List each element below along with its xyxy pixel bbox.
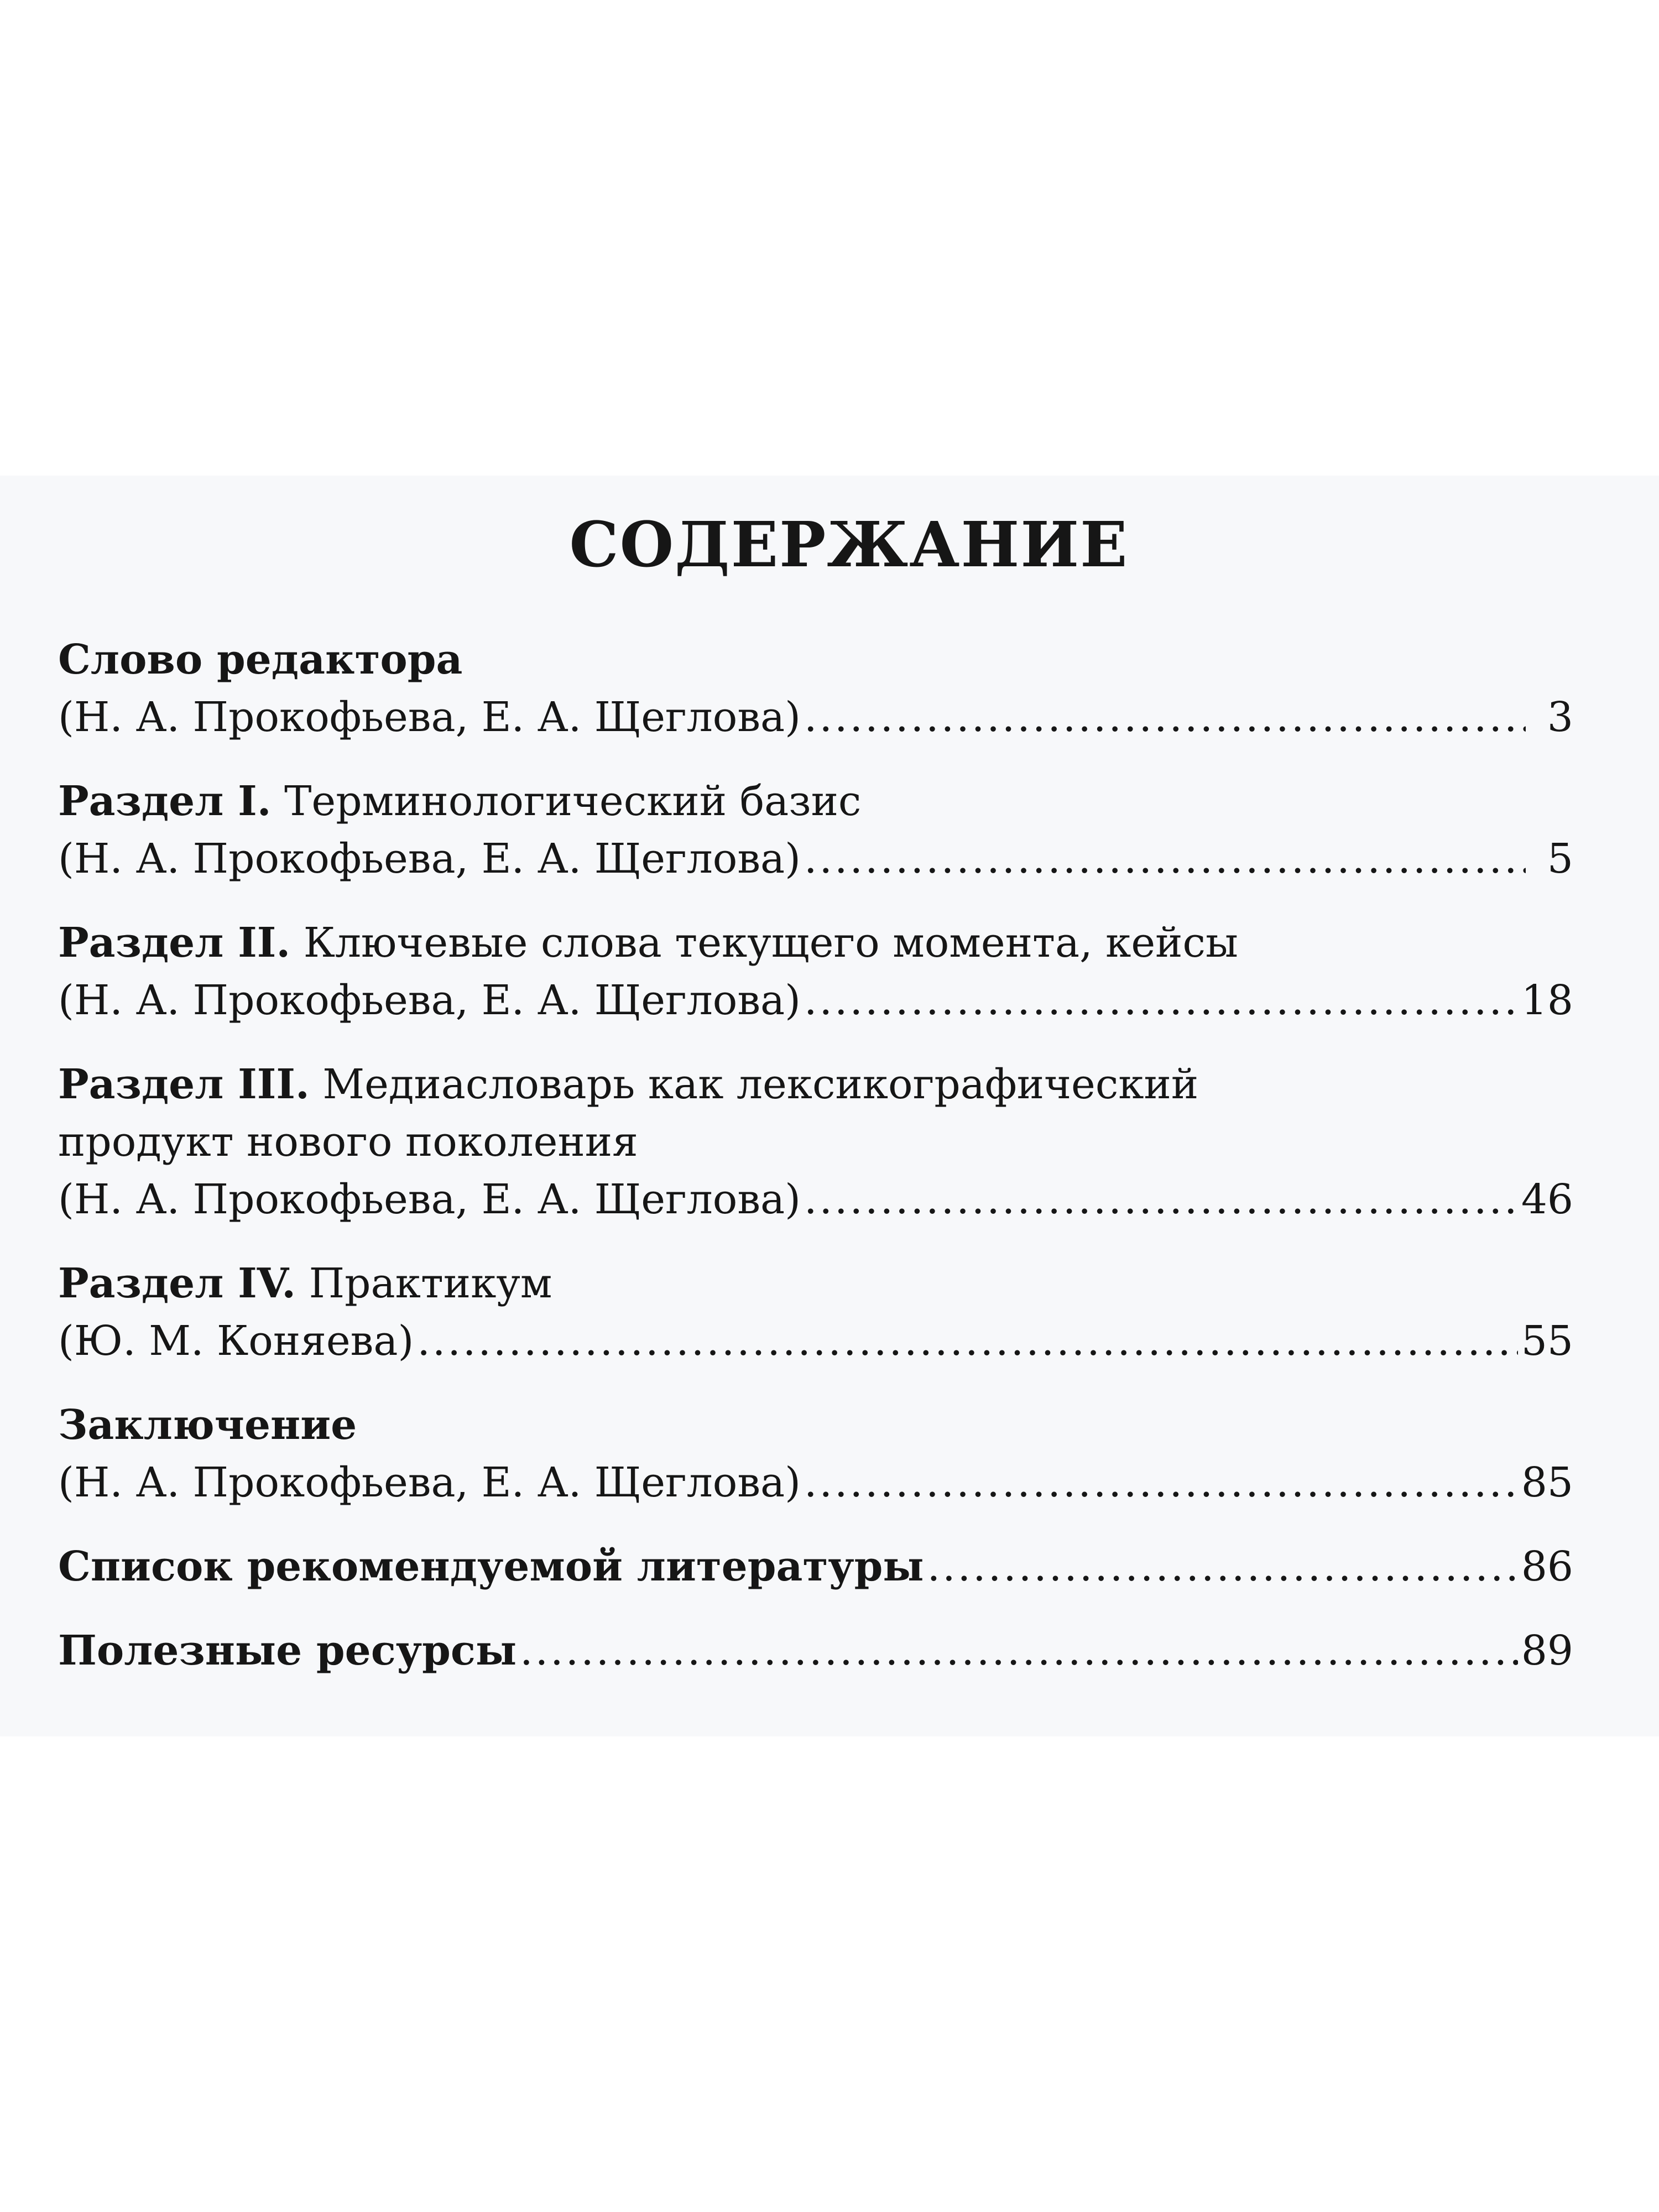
entry-heading: Слово редактора (58, 636, 463, 684)
entry-page-number: 5 (1547, 835, 1573, 883)
table-of-contents (58, 509, 1573, 1706)
entry-page-number: 55 (1521, 1317, 1573, 1365)
toc-entry-section-3[interactable] (58, 1056, 1573, 1228)
entry-heading: Заключение (58, 1401, 357, 1449)
entry-title: Медиасловарь как лексикографический (322, 1061, 1199, 1108)
entry-heading: Список рекомендуемой литературы (58, 1543, 924, 1590)
entry-section-label: Раздел I. (58, 778, 272, 825)
entry-page-number: 89 (1521, 1627, 1573, 1674)
toc-entry-conclusion[interactable] (58, 1396, 1573, 1511)
entry-section-label: Раздел IV. (58, 1260, 296, 1307)
entry-page-number: 18 (1521, 977, 1573, 1024)
dot-leader (927, 1538, 1518, 1595)
dot-leader (804, 830, 1526, 888)
entry-heading: Полезные ресурсы (58, 1627, 517, 1674)
entry-page-number: 3 (1547, 693, 1573, 741)
entry-authors: (Ю. М. Коняева) (58, 1317, 414, 1365)
entry-authors: (Н. А. Прокофьева, Е. А. Щеглова) (58, 693, 801, 741)
entry-page-number: 85 (1521, 1459, 1573, 1506)
page-title: СОДЕРЖАНИЕ (569, 509, 1129, 581)
toc-entry-resources[interactable] (58, 1622, 1573, 1679)
toc-entry-literature[interactable] (58, 1538, 1573, 1595)
dot-leader (804, 688, 1526, 746)
dot-leader (804, 1454, 1518, 1511)
entry-section-label: Раздел III. (58, 1061, 310, 1108)
dot-leader (520, 1622, 1518, 1679)
dot-leader (417, 1312, 1518, 1370)
entry-authors: (Н. А. Прокофьева, Е. А. Щеглова) (58, 835, 801, 883)
dot-leader (804, 972, 1518, 1029)
toc-entry-editor-word[interactable] (58, 631, 1573, 746)
dot-leader (804, 1171, 1518, 1228)
entry-authors: (Н. А. Прокофьева, Е. А. Щеглова) (58, 1176, 801, 1223)
entry-authors: (Н. А. Прокофьева, Е. А. Щеглова) (58, 977, 801, 1024)
toc-entry-section-4[interactable] (58, 1255, 1573, 1370)
entry-title: Ключевые слова текущего момента, кейсы (303, 919, 1238, 967)
entry-section-label: Раздел II. (58, 919, 291, 967)
entry-title: Терминологический базис (284, 778, 862, 825)
entry-authors: (Н. А. Прокофьева, Е. А. Щеглова) (58, 1459, 801, 1506)
toc-entry-section-1[interactable] (58, 773, 1573, 888)
entry-page-number: 86 (1521, 1543, 1573, 1590)
entry-title: Практикум (309, 1260, 552, 1307)
entry-title-continued: продукт нового поколения (58, 1118, 638, 1166)
toc-entry-section-2[interactable] (58, 914, 1573, 1029)
entry-page-number: 46 (1521, 1176, 1573, 1223)
